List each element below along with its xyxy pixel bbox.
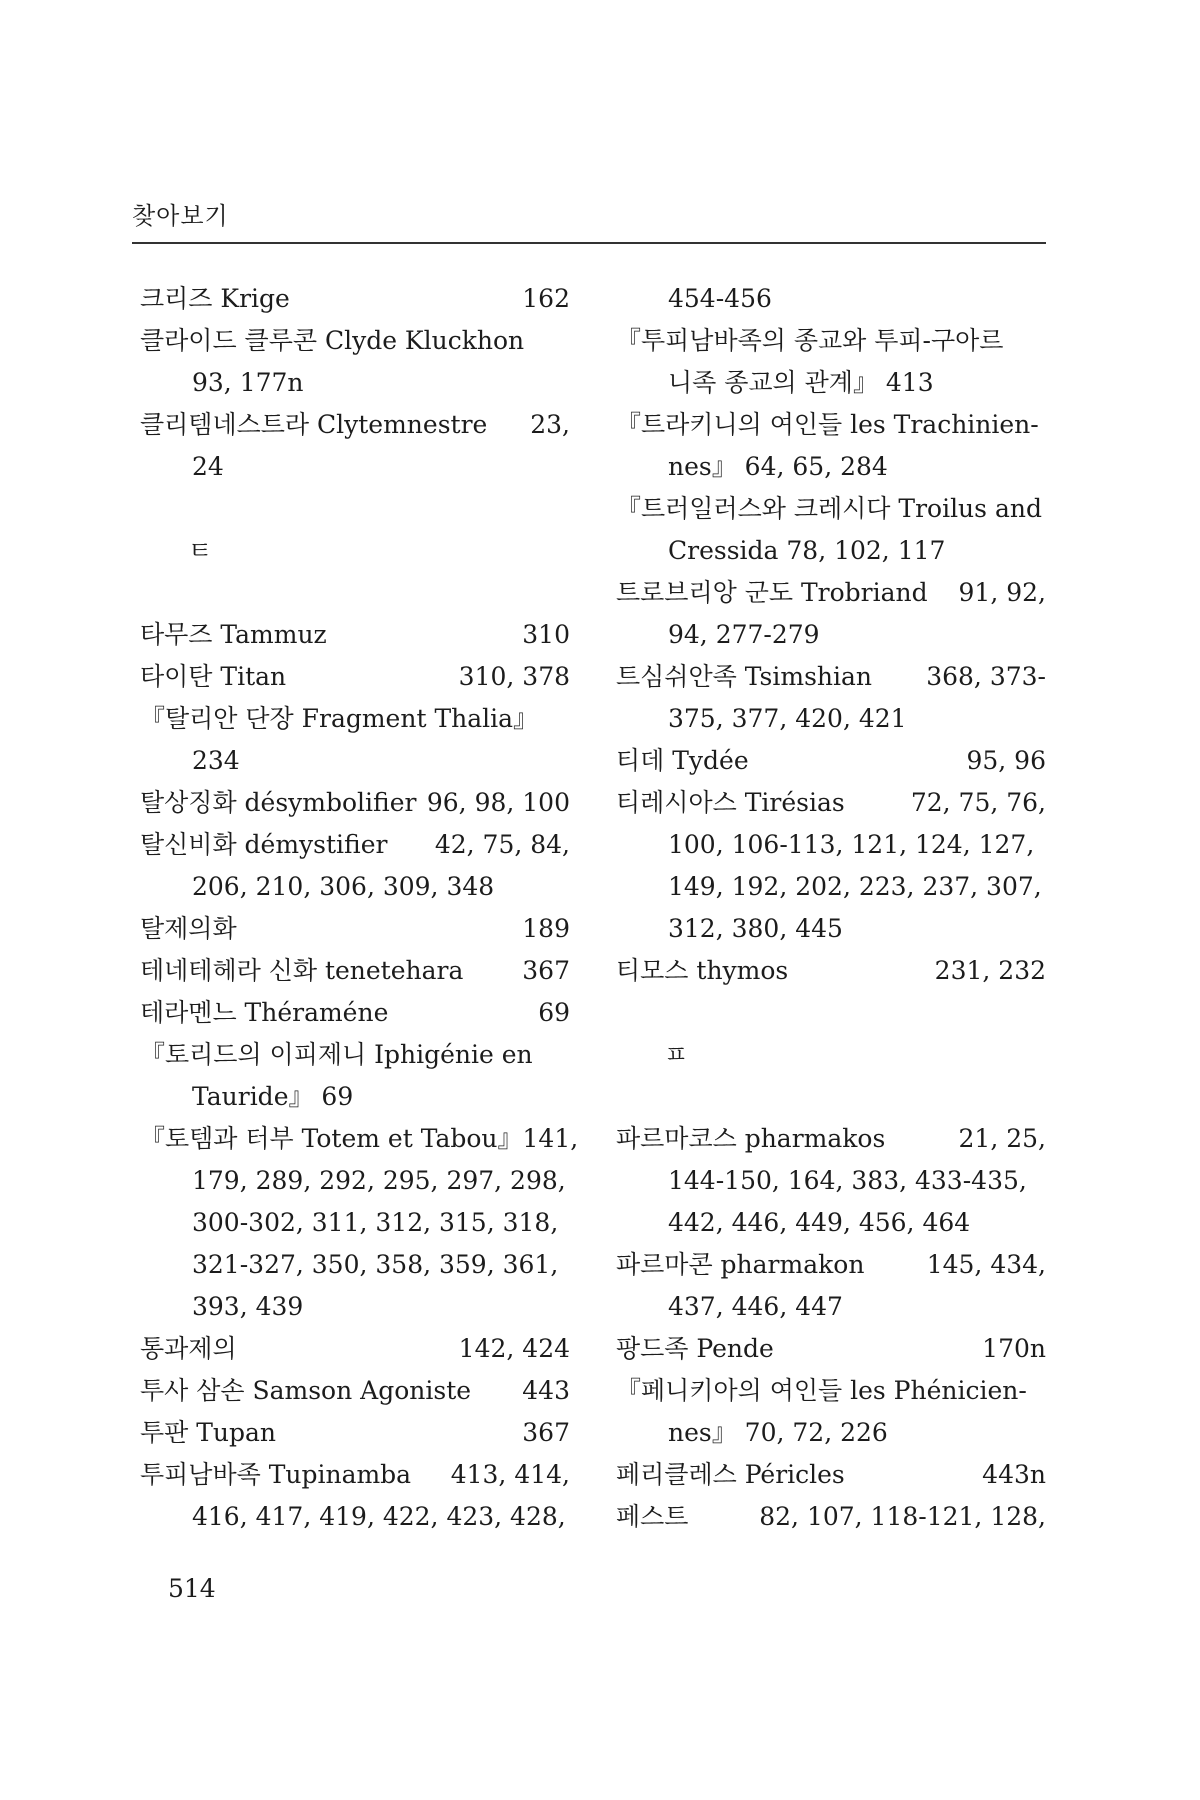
index-term: 『토템과 터부 Totem et Tabou』 [140, 1124, 523, 1153]
index-term: 페리클레스 Péricles [616, 1460, 845, 1489]
index-entry [140, 908, 570, 950]
index-term: 티데 Tydée [616, 746, 749, 775]
index-entry [140, 1412, 570, 1454]
index-entry-continuation: nes』 70, 72, 226 [668, 1418, 888, 1447]
index-page-refs: 141, [522, 1124, 579, 1153]
index-entry-continuation: 179, 289, 292, 295, 297, 298, [192, 1166, 566, 1195]
index-page-refs: 443n [982, 1460, 1046, 1489]
index-page-refs: 69 [538, 998, 570, 1027]
index-term: 트심쉬안족 Tsimshian [616, 662, 873, 691]
index-page-refs: 310 [522, 620, 570, 649]
index-entry-continuation: 300-302, 311, 312, 315, 318, [192, 1208, 559, 1237]
index-page-refs: 95, 96 [966, 746, 1046, 775]
index-entry [616, 1328, 1046, 1370]
index-term: 『트라키니의 여인들 les Trachinien- [616, 410, 1039, 439]
index-page-refs: 96, 98, 100 [426, 788, 570, 817]
index-term: 파르마코스 pharmakos [616, 1124, 886, 1153]
index-entry [140, 1328, 570, 1370]
index-entry [140, 992, 570, 1034]
running-header-title: 찾아보기 [132, 202, 229, 230]
index-entry [616, 740, 1046, 782]
index-term: 『탈리안 단장 Fragment Thalia』 [140, 704, 539, 733]
index-entry-continuation: Cressida 78, 102, 117 [668, 536, 946, 565]
section-heading: ㅌ [188, 536, 213, 565]
index-entry-continuation: 144-150, 164, 383, 433-435, [668, 1166, 1027, 1195]
index-entry [616, 1118, 1046, 1160]
index-term: 투사 삼손 Samson Agoniste [140, 1376, 472, 1405]
index-term: 탈신비화 démystifier [140, 830, 388, 859]
index-page-refs: 72, 75, 76, [910, 788, 1046, 817]
index-entry-continuation: 393, 439 [192, 1292, 304, 1321]
index-page-refs: 413, 414, [450, 1460, 570, 1489]
index-term: 탈상징화 désymbolifier [140, 788, 417, 817]
index-term: 팡드족 Pende [616, 1334, 774, 1363]
index-page-refs: 145, 434, [926, 1250, 1046, 1279]
index-entry [616, 950, 1046, 992]
index-term: 테라멘느 Théraméne [140, 998, 389, 1027]
index-entry [616, 572, 1046, 614]
index-entry-continuation: 375, 377, 420, 421 [668, 704, 907, 733]
index-entry [140, 1454, 570, 1496]
index-page-refs: 162 [522, 284, 570, 313]
index-term: 통과제의 [140, 1334, 237, 1363]
index-entry [616, 1454, 1046, 1496]
page-number: 514 [168, 1574, 216, 1603]
index-entry [140, 278, 570, 320]
index-page-refs: 231, 232 [934, 956, 1046, 985]
index-entry [140, 782, 570, 824]
index-entry [140, 950, 570, 992]
index-entry [140, 1370, 570, 1412]
index-entry-continuation: 312, 380, 445 [668, 914, 843, 943]
index-entry-continuation: 416, 417, 419, 422, 423, 428, [192, 1502, 566, 1531]
index-page-refs: 368, 373- [926, 662, 1046, 691]
index-entry [140, 1034, 570, 1076]
index-term: 테네테헤라 신화 tenetehara [140, 956, 464, 985]
index-entry [616, 1244, 1046, 1286]
index-page-refs: 82, 107, 118-121, 128, [759, 1502, 1046, 1531]
index-term: 크리즈 Krige [140, 284, 290, 313]
index-entry-continuation: 94, 277-279 [668, 620, 820, 649]
index-term: 타무즈 Tammuz [140, 620, 327, 649]
index-entry-continuation: 206, 210, 306, 309, 348 [192, 872, 495, 901]
index-page-refs: 189 [522, 914, 570, 943]
index-page-refs: 23, [530, 410, 570, 439]
index-entry [140, 404, 570, 446]
index-entry-continuation: 24 [192, 452, 224, 481]
index-entry [140, 1118, 579, 1160]
index-entry [140, 320, 570, 362]
index-term: 『토리드의 이피제니 Iphigénie en [140, 1040, 533, 1069]
index-entry-continuation: nes』 64, 65, 284 [668, 452, 888, 481]
index-term: 투피남바족 Tupinamba [140, 1460, 412, 1489]
blank-line [140, 572, 570, 614]
index-term: 『투피남바족의 종교와 투피-구아르 [616, 326, 1004, 355]
index-term: 페스트 [616, 1502, 689, 1531]
index-term: 『페니키아의 여인들 les Phénicien- [616, 1376, 1027, 1405]
index-page-refs: 367 [522, 1418, 570, 1447]
index-entry [616, 1496, 1046, 1538]
index-term: 투판 Tupan [140, 1418, 277, 1447]
index-page-refs: 170n [982, 1334, 1046, 1363]
index-entry [140, 698, 570, 740]
section-heading: ㅍ [664, 1040, 689, 1069]
index-entry-continuation: 149, 192, 202, 223, 237, 307, [668, 872, 1042, 901]
index-page-refs: 310, 378 [458, 662, 570, 691]
index-term: 『트러일러스와 크레시다 Troilus and [616, 494, 1042, 523]
index-entry [140, 656, 570, 698]
blank-line [616, 992, 1046, 1034]
index-entry [616, 782, 1046, 824]
index-page-refs: 142, 424 [458, 1334, 570, 1363]
index-term: 트로브리앙 군도 Trobriand [616, 578, 928, 607]
index-entry-continuation: 454-456 [668, 284, 772, 313]
blank-line [616, 1076, 1046, 1118]
index-page-refs: 21, 25, [958, 1124, 1046, 1153]
index-entry [616, 320, 1046, 362]
index-term: 클라이드 클루콘 Clyde Kluckhon [140, 326, 525, 355]
index-term: 타이탄 Titan [140, 662, 287, 691]
index-entry-continuation: 437, 446, 447 [668, 1292, 843, 1321]
header-rule [132, 242, 1046, 244]
index-entry-continuation: 니족 종교의 관계』 413 [668, 368, 934, 397]
index-page-refs: 91, 92, [958, 578, 1046, 607]
index-entry-continuation: 93, 177n [192, 368, 304, 397]
index-term: 탈제의화 [140, 914, 237, 943]
index-term: 티레시아스 Tirésias [616, 788, 845, 817]
index-term: 파르마콘 pharmakon [616, 1250, 865, 1279]
index-page-refs: 42, 75, 84, [434, 830, 570, 859]
index-term: 클리템네스트라 Clytemnestre [140, 410, 488, 439]
index-entry-continuation: 100, 106-113, 121, 124, 127, [668, 830, 1035, 859]
index-page-refs: 367 [522, 956, 570, 985]
index-entry [616, 488, 1046, 530]
index-column-left [140, 278, 579, 1538]
index-term: 티모스 thymos [616, 956, 789, 985]
index-entry [616, 656, 1046, 698]
index-page-refs: 443 [522, 1376, 570, 1405]
index-entry [140, 614, 570, 656]
index-entry-continuation: 442, 446, 449, 456, 464 [668, 1208, 971, 1237]
index-entry [616, 404, 1046, 446]
blank-line [140, 488, 570, 530]
index-entry [616, 1370, 1046, 1412]
index-entry [140, 824, 570, 866]
index-entry-continuation: Tauride』 69 [192, 1082, 354, 1111]
index-column-right [616, 278, 1046, 1538]
index-entry-continuation: 234 [192, 746, 240, 775]
index-entry-continuation: 321-327, 350, 358, 359, 361, [192, 1250, 559, 1279]
